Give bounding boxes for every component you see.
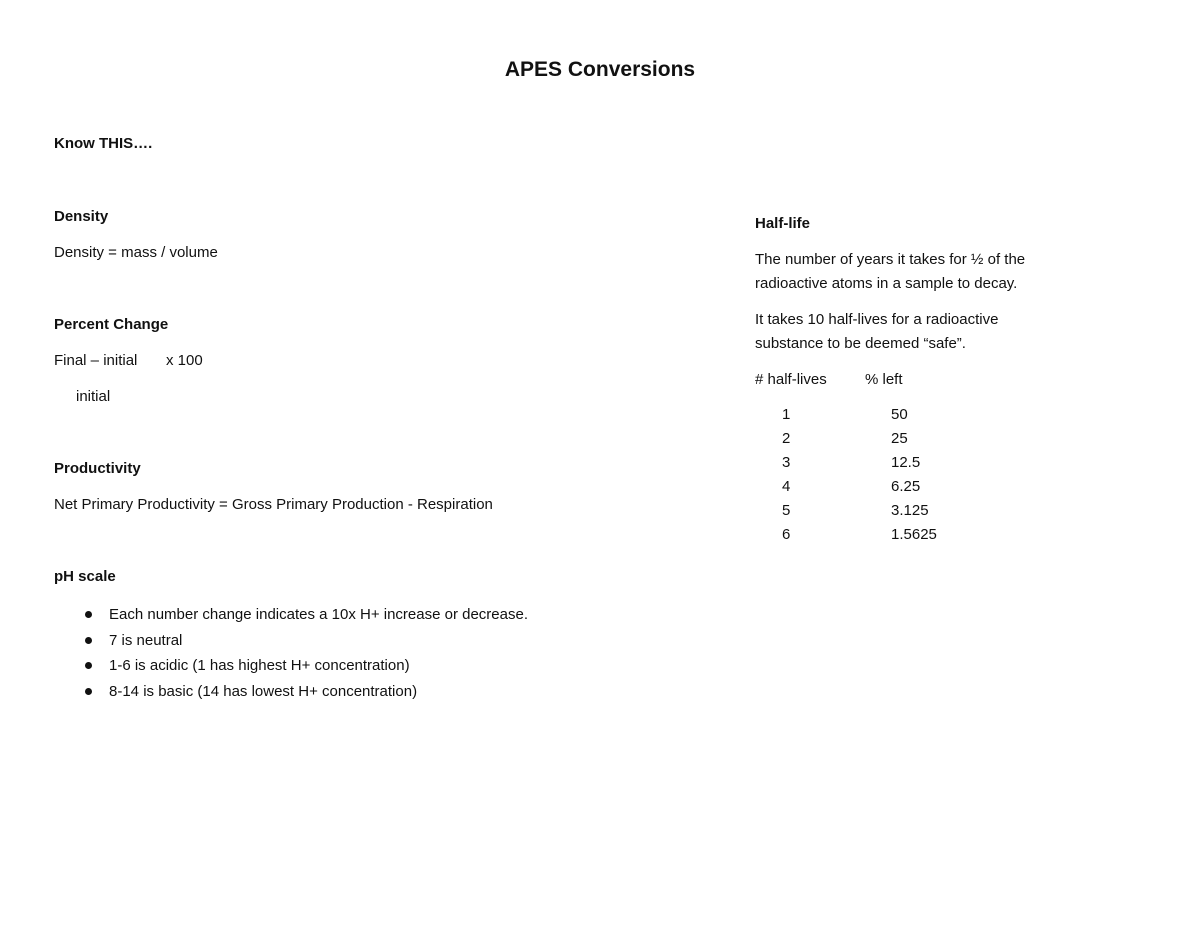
intro-heading: Know THIS….: [54, 135, 153, 152]
column-header-half-lives: # half-lives: [755, 371, 827, 388]
half-lives-cell: 5: [782, 502, 791, 519]
ph-bullet-list: [54, 602, 528, 704]
list-item: 1-6 is acidic (1 has highest H+ concentration): [54, 653, 528, 679]
ph-heading: pH scale: [54, 568, 116, 585]
percent-change-multiplier: x 100: [166, 352, 203, 369]
percent-left-cell: 12.5: [891, 454, 921, 471]
half-life-definition-2: radioactive atoms in a sample to decay.: [755, 275, 1018, 292]
percent-change-numerator: Final – initial: [54, 352, 138, 369]
percent-left-cell: 6.25: [891, 478, 921, 495]
page-title: APES Conversions: [504, 58, 696, 81]
list-item: Each number change indicates a 10x H+ increase or decrease.: [54, 602, 528, 628]
table-row: [782, 454, 982, 478]
column-header-percent-left: % left: [865, 371, 903, 388]
half-life-safe-2: substance to be deemed “safe”.: [755, 335, 966, 352]
productivity-formula: Net Primary Productivity = Gross Primary Production - Respiration: [54, 496, 493, 513]
half-life-definition-1: The number of years it takes for ½ of the: [755, 251, 1026, 268]
half-lives-cell: 2: [782, 430, 791, 447]
table-row: [782, 406, 982, 430]
half-lives-cell: 1: [782, 406, 791, 423]
table-row: [782, 502, 982, 526]
percent-left-cell: 50: [891, 406, 908, 423]
percent-change-denominator: initial: [76, 388, 111, 405]
percent-left-cell: 1.5625: [891, 526, 937, 543]
half-lives-cell: 3: [782, 454, 791, 471]
half-lives-cell: 4: [782, 478, 791, 495]
productivity-heading: Productivity: [54, 460, 141, 477]
table-row: [782, 478, 982, 502]
half-lives-cell: 6: [782, 526, 791, 543]
list-item: 8-14 is basic (14 has lowest H+ concentration): [54, 679, 528, 705]
half-life-heading: Half-life: [755, 215, 811, 232]
table-row: [782, 430, 982, 454]
table-row: [782, 526, 982, 550]
percent-change-heading: Percent Change: [54, 316, 169, 333]
half-life-safe-1: It takes 10 half-lives for a radioactive: [755, 311, 999, 328]
density-formula: Density = mass / volume: [54, 244, 218, 261]
percent-left-cell: 3.125: [891, 502, 929, 519]
list-item: 7 is neutral: [54, 628, 528, 654]
percent-left-cell: 25: [891, 430, 908, 447]
density-heading: Density: [54, 208, 109, 225]
